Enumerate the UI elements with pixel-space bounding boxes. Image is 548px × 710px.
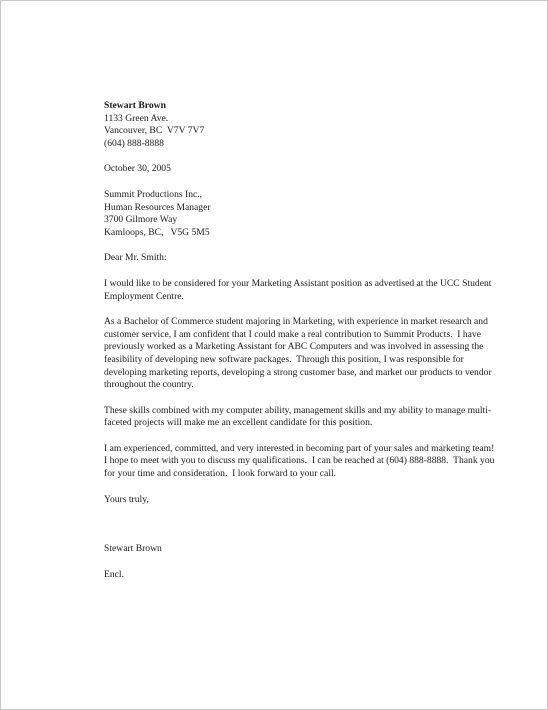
- salutation: Dear Mr. Smith:: [104, 252, 167, 264]
- signature-name: Stewart Brown: [104, 543, 162, 555]
- paragraph-line: I am experienced, committed, and very interested in becoming part of your sales and marketing team!: [104, 442, 495, 454]
- paragraph-line: for your time and consideration. I look forward to your call.: [104, 468, 337, 480]
- spacer: [104, 265, 514, 278]
- paragraph-line: Employment Centre.: [104, 290, 184, 302]
- spacer: [104, 176, 514, 189]
- paragraph-line: I hope to meet with you to discuss my qualifications. I can be reached at (604) 888-8888. Thank you: [104, 455, 495, 467]
- paragraph-line: I would like to be considered for your Marketing Assistant position as advertised at the UCC Student: [104, 277, 492, 289]
- recipient-city: Kamloops, BC, V5G 5M5: [104, 226, 210, 238]
- paragraph-line: previously worked as a Marketing Assistant for ABC Computers and was involved in assessing the: [104, 341, 484, 353]
- spacer: [104, 392, 514, 405]
- paragraph-2: [104, 316, 514, 392]
- paragraph-line: customer service, I am confident that I could make a real contribution to Summit Products. I have: [104, 328, 481, 340]
- paragraph-line: throughout the country.: [104, 379, 194, 391]
- paragraph-line: faceted projects will make me an excellent candidate for this position.: [104, 417, 373, 429]
- paragraph-line: feasibility of developing new software packages. Through this position, I was responsible for: [104, 353, 464, 365]
- paragraph-line: developing marketing reports, developing a strong customer base, and market our products to vendor: [104, 366, 492, 378]
- recipient-street: 3700 Gilmore Way: [104, 214, 178, 226]
- enclosure-note: Encl.: [104, 568, 124, 580]
- paragraph-line: As a Bachelor of Commerce student majoring in Marketing, with experience in market research and: [104, 316, 488, 328]
- spacer: [104, 150, 514, 163]
- spacer: [104, 556, 514, 569]
- spacer: [104, 430, 514, 443]
- recipient-block: [104, 189, 514, 239]
- paragraph-1: [104, 278, 514, 303]
- closing: Yours truly,: [104, 493, 149, 505]
- paragraph-4: [104, 443, 514, 481]
- signature-space: [104, 506, 514, 543]
- cover-letter: [104, 100, 514, 581]
- spacer: [104, 303, 514, 316]
- spacer: [104, 239, 514, 252]
- sender-block: [104, 100, 514, 150]
- sender-address-line1: 1133 Green Ave.: [104, 112, 169, 124]
- spacer: [104, 481, 514, 494]
- paragraph-3: [104, 405, 514, 430]
- recipient-company: Summit Productions Inc.,: [104, 188, 203, 200]
- letter-date: October 30, 2005: [104, 163, 171, 175]
- paragraph-line: These skills combined with my computer ability, management skills and my ability to manage multi-: [104, 404, 492, 416]
- sender-name: Stewart Brown: [104, 100, 166, 111]
- sender-address-line2: Vancouver, BC V7V 7V7: [104, 125, 205, 137]
- recipient-title: Human Resources Manager: [104, 201, 211, 213]
- sender-phone: (604) 888-8888: [104, 137, 164, 149]
